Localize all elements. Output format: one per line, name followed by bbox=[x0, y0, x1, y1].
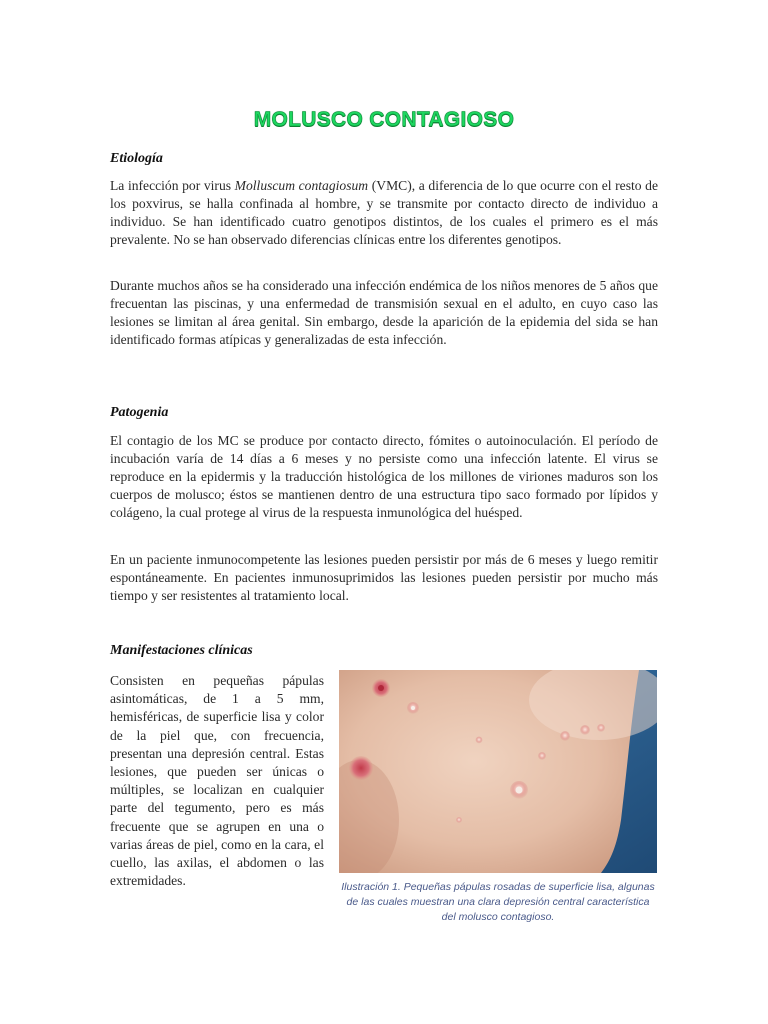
paragraph-etiologia-1-rest: (VMC), a diferencia de lo que ocurre con el resto de los poxvirus, se halla confinada al hombre, y se transmite por contacto directo de individuo a individuo. Se han identificado cuatro genotipos distintos, de los cuales el primero es el más prevalente. No se han observado diferencias clínicas entre los diferentes genotipos. bbox=[110, 178, 658, 247]
heading-manifestaciones: Manifestaciones clínicas bbox=[110, 643, 253, 658]
virus-name: Molluscum contagiosum bbox=[234, 178, 369, 193]
paragraph-etiologia-1-start: La infección por virus bbox=[110, 178, 235, 193]
paragraph-patogenia-1: El contagio de los MC se produce por contacto directo, fómites o autoinoculación. El período de incubación varía de 14 días a 6 meses y no persiste como una infección latente. El virus se reproduce en la epidermis y la traducción histológica de los millones de viriones maduros son los cuerpos de molusco; éstos se mantienen dentro de una estructura tipo saco formado por lípidos y colágeno, la cual protege al virus de la respuesta inmunológica del huésped. bbox=[110, 433, 658, 520]
paragraph-manifestaciones: Consisten en pequeñas pápulas asintomáticas, de 1 a 5 mm, hemisféricas, de superficie lisa y color de la piel que, con frecuencia, presentan una depresión central. Estas lesiones, que pueden ser únicas o múltiples, se localizan en cualquier parte del tegumento, pero es más frecuente que se agrupen en una o varias áreas de piel, como en la cara, el cuello, las axilas, el abdomen o las extremidades. bbox=[110, 673, 324, 889]
skin-lesions-image bbox=[339, 670, 657, 873]
paragraph-patogenia-2: En un paciente inmunocompetente las lesiones pueden persistir por más de 6 meses y luego remitir espontáneamente. En pacientes inmunosuprimidos las lesiones pueden persistir por mucho más tiempo y ser resistentes al tratamiento local. bbox=[110, 552, 658, 603]
clinical-photo bbox=[339, 670, 657, 873]
paragraph-etiologia-1 bbox=[110, 177, 658, 249]
figure-caption: Ilustración 1. Pequeñas pápulas rosadas de superficie lisa, algunas de las cuales muestran una clara depresión central característica del molusco contagioso. bbox=[341, 881, 655, 923]
heading-patogenia: Patogenia bbox=[110, 405, 169, 420]
paragraph-etiologia-2: Durante muchos años se ha considerado una infección endémica de los niños menores de 5 años que frecuentan las piscinas, y una enfermedad de transmisión sexual en el adulto, en cuyo caso las lesiones se limitan al área genital. Sin embargo, desde la aparición de la epidemia del sida se han identificado formas atípicas y generalizadas de esta infección. bbox=[110, 278, 658, 347]
page-title: MOLUSCO CONTAGIOSO bbox=[253, 108, 515, 131]
heading-etiologia: Etiología bbox=[110, 151, 163, 166]
